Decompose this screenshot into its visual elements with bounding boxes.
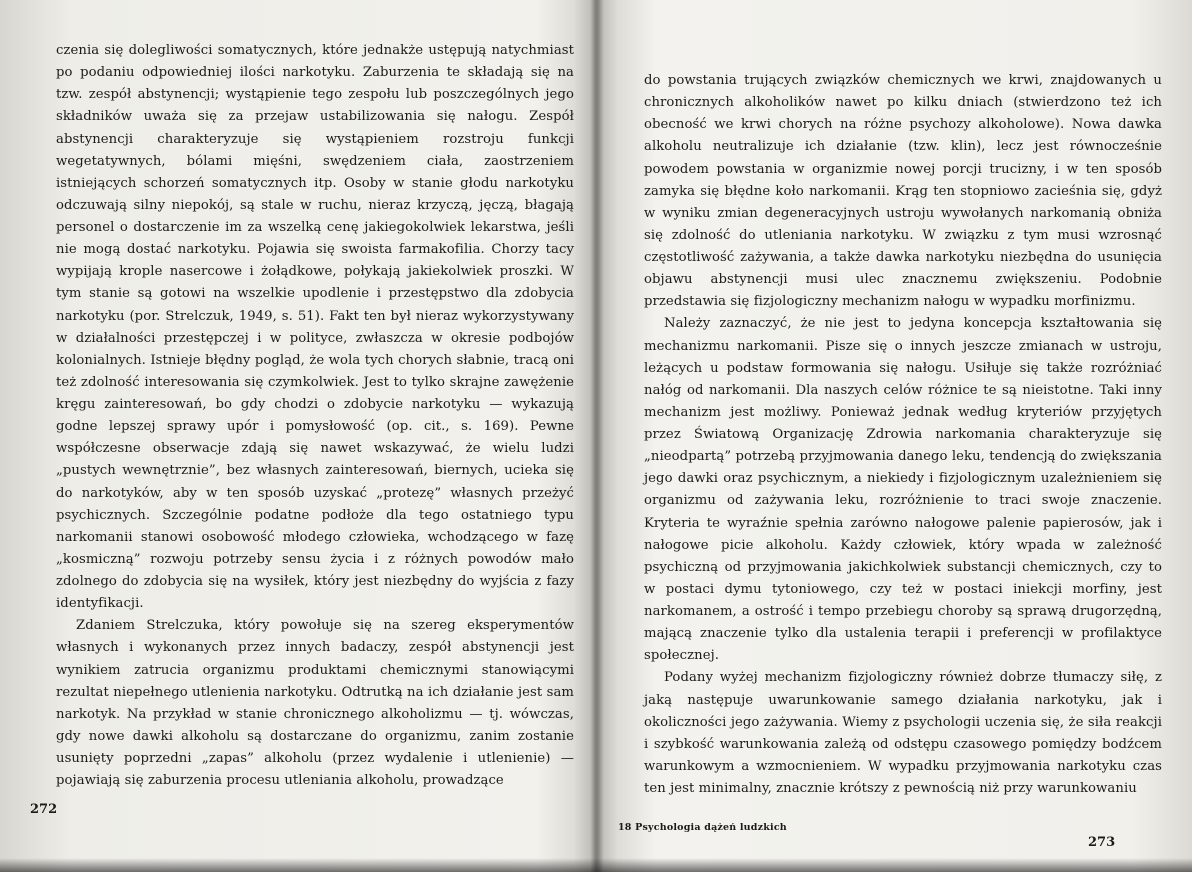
scan-bottom-edge: [0, 858, 1192, 872]
right-page: [596, 0, 1192, 872]
paragraph: czenia się dolegliwości somatycznych, które jednakże ustępują natychmiast po podaniu odpowiedniej ilości narkotyku. Zaburzenia te składają się na tzw. zespół abstynencji; wystąpienie tego zespołu lub poszczególnych jego składników uważa się za przejaw ustabilizowania się nałogu. Zespół abstynencji charakteryzuje się wystąpieniem rozstroju funkcji wegetatywnych, bólami mięśni, swędzeniem ciała, zaostrzeniem istniejących schorzeń somatycznych itp. Osoby w stanie głodu narkotyku odczuwają silny niepokój, są stale w ruchu, nieraz krzyczą, jęczą, błagają personel o dostarczenie im za wszelką cenę jakiegokolwiek lekarstwa, jeśli nie mogą dostać narkotyku. Pojawia się swoista farmakofilia. Chorzy tacy wypijają krople nasercowe i żołądkowe, połykają jakiekolwiek proszki. W tym stanie są gotowi na wszelkie upodlenie i przestępstwo dla zdobycia narkotyku (por. Strelczuk, 1949, s. 51). Fakt ten był nieraz wykorzystywany w działalności przestępczej i w polityce, zwłaszcza w okresie podbojów kolonialnych. Istnieje błędny pogląd, że wola tych chorych słabnie, tracą oni też zdolność interesowania się czymkolwiek. Jest to tylko skrajne zawężenie kręgu zainteresowań, bo gdy chodzi o zdobycie narkotyku — wykazują godne lepszej sprawy upór i pomysłowość (op. cit., s. 169). Pewne współczesne obserwacje zdają się nawet wskazywać, że wielu ludzi „pustych wewnętrznie”, bez własnych zainteresowań, biernych, ucieka się do narkotyków, aby w ten sposób uzyskać „protezę” własnych przeżyć psychicznych. Szczególnie podatne podłoże dla tego ostatniego typu narkomanii stanowi osobowość młodego człowieka, wchodzącego w fazę „kosmiczną” rozwoju potrzeby sensu życia i z różnych powodów mało zdolnego do zdobycia się na wysiłek, który jest niezbędny do wyjścia z fazy identyfikacji.: [56, 43, 574, 612]
printer-signature: 18 Psychologia dążeń ludzkich: [618, 822, 787, 833]
paragraph: do powstania trujących związków chemicznych we krwi, znajdowanych u chronicznych alkoholików nawet po kilku dniach (stwierdzono też ich obecność we krwi chorych na różne psychozy alkoholowe). Nowa dawka alkoholu neutralizuje ich działanie (tzw. klin), lecz jest równocześnie powodem powstania w organizmie nowej porcji trucizny, i w ten sposób zamyka się błędne koło narkomanii. Krąg ten stopniowo zacieśnia się, gdyż w wyniku zmian degeneracyjnych ustroju wywołanych narkomanią obniża się zdolność do utleniania narkotyku. W związku z tym musi wzrosnąć częstotliwość zażywania, a także dawka narkotyku niezbędna do usunięcia objawu abstynencji musi ulec znacznemu zwiększeniu. Podobnie przedstawia się fizjologiczny mechanizm nałogu w wypadku morfinizmu.: [644, 73, 1162, 310]
left-page-text: [56, 40, 574, 792]
page-number-right: 273: [1088, 835, 1116, 850]
paragraph: Podany wyżej mechanizm fizjologiczny również dobrze tłumaczy siłę, z jaką następuje uwarunkowanie samego działania narkotyku, jak i okoliczności jego zażywania. Wiemy z psychologii uczenia się, że siła reakcji i szybkość warunkowania zależą od odstępu czasowego pomiędzy bodźcem warunkowym a wzmocnieniem. W wypadku przyjmowania narkotyku czas ten jest minimalny, znacznie krótszy z pewnością niż przy warunkowaniu: [644, 670, 1162, 796]
paragraph: Zdaniem Strelczuka, który powołuje się na szereg eksperymentów własnych i wykonanych przez innych badaczy, zespół abstynencji jest wynikiem zatrucia organizmu produktami chemicznymi stanowiącymi rezultat niepełnego utlenienia narkotyku. Odtrutką na ich działanie jest sam narkotyk. Na przykład w stanie chronicznego alkoholizmu — tj. wówczas, gdy nowe dawki alkoholu są dostarczane do organizmu, zanim zostanie usunięty poprzedni „zapas” alkoholu (przez wydalenie i utlenienie) — pojawiają się zaburzenia procesu utleniania alkoholu, prowadzące: [56, 618, 574, 789]
right-page-text: [644, 70, 1162, 800]
left-page: [0, 0, 590, 872]
page-number-left: 272: [30, 802, 58, 817]
paragraph: Należy zaznaczyć, że nie jest to jedyna koncepcja kształtowania się mechanizmu narkomanii. Pisze się o innych jeszcze zmianach w ustroju, leżących u podstaw formowania się nałogu. Usiłuje się także rozróżniać nałóg od narkomanii. Dla naszych celów różnice te są nieistotne. Taki inny mechanizm jest możliwy. Ponieważ jednak według kryteriów przyjętych przez Światową Organizację Zdrowia narkomania charakteryzuje się „nieodpartą” potrzebą przyjmowania danego leku, tendencją do zwiększania jego dawki oraz psychicznym, a niekiedy i fizjologicznym uzależnieniem się organizmu od zażywania leku, rozróżnienie to traci swoje znaczenie. Kryteria te wyraźnie spełnia zarówno nałogowe palenie papierosów, jak i nałogowe picie alkoholu. Każdy człowiek, który wpada w zależność psychiczną od przyjmowania jakichkolwiek substancji chemicznych, czy to w postaci dymu tytoniowego, czy też w postaci iniekcji morfiny, jest narkomanem, a ostrość i tempo przebiegu choroby są sprawą drugorzędną, mającą znaczenie tylko dla ustalenia terapii i preferencji w profilaktyce społecznej.: [644, 316, 1162, 664]
